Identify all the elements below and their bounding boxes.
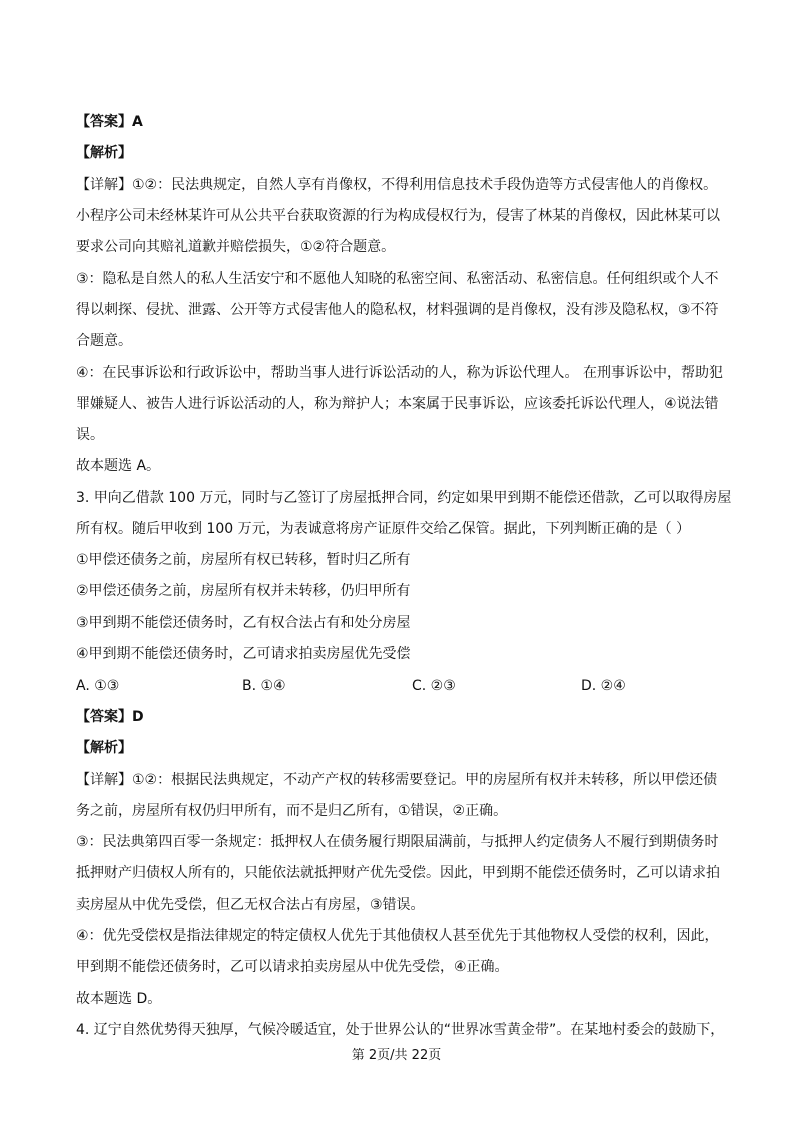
detail-text: ③：隐私是自然人的私人生活安宁和不愿他人知晓的私密空间、私密活动、私密信息。任何组织或个人不: [76, 271, 719, 287]
detail-text: 甲到期不能偿还债务时，乙可以请求拍卖房屋从中优先受偿，④正确。: [76, 959, 509, 975]
page-footer: 第 2页/共 22页: [351, 1048, 442, 1063]
detail-text: 抵押财产归债权人所有的，只能依法就抵押财产优先受偿。因此，甲到期不能偿还债务时，乙可以请求拍: [76, 865, 720, 881]
detail-text: 【详解】①②：民法典规定，自然人享有肖像权，不得利用信息技术手段伪造等方式侵害他人的肖像权。: [76, 177, 718, 193]
conclusion-text: 故本题选 D。: [76, 991, 162, 1007]
question-4-stem: 4. 辽宁自然优势得天独厚，气候冷暖适宜，处于世界公认的“世界冰雪黄金带”。在某地村委会的鼓励下，: [76, 1022, 725, 1038]
detail-text: ④：在民事诉讼和行政诉讼中，帮助当事人进行诉讼活动的人，称为诉讼代理人。 在刑事诉讼中，帮助犯: [76, 365, 723, 381]
detail-text: ③：民法典第四百零一条规定：抵押权人在债务履行期限届满前，与抵押人约定债务人不履行到期债务时: [76, 834, 719, 850]
question-3-stem: 3. 甲向乙借款 100 万元，同时与乙签订了房屋抵押合同，约定如果甲到期不能偿还借款，乙可以取得房屋: [76, 490, 732, 506]
detail-text: 罪嫌疑人、被告人进行诉讼活动的人，称为辩护人；本案属于民事诉讼，应该委托诉讼代理人，④说法错: [76, 396, 719, 412]
analysis-label: 【解析】: [76, 740, 132, 756]
answer-label: 【答案】D: [76, 709, 144, 725]
detail-text: 小程序公司未经林某许可从公共平台获取资源的行为构成侵权行为，侵害了林某的肖像权，因此林某可以: [76, 208, 720, 224]
detail-text: 得以刺探、侵扰、泄露、公开等方式侵害他人的隐私权，材料强调的是肖像权，没有涉及隐私权，③不符: [76, 302, 719, 318]
detail-text: ④：优先受偿权是指法律规定的特定债权人优先于其他债权人甚至优先于其他物权人受偿的权利，因此，: [76, 928, 719, 944]
option-c: C. ②③: [412, 678, 456, 694]
statement-3: ③甲到期不能偿还债务时，乙有权合法占有和处分房屋: [76, 615, 411, 631]
option-d: D. ②④: [581, 678, 626, 694]
question-3-stem: 所有权。随后甲收到 100 万元，为表诚意将房产证原件交给乙保管。据此，下列判断正确的是（ ）: [76, 521, 691, 537]
statement-4: ④甲到期不能偿还债务时，乙可请求拍卖房屋优先受偿: [76, 646, 411, 662]
option-a: A. ①③: [76, 678, 120, 694]
detail-text: 卖房屋从中优先受偿，但乙无权合法占有房屋，③错误。: [76, 897, 425, 913]
statement-2: ②甲偿还债务之前，房屋所有权并未转移，仍归甲所有: [76, 583, 411, 599]
option-b: B. ①④: [242, 678, 286, 694]
detail-text: 要求公司向其赔礼道歉并赔偿损失，①②符合题意。: [76, 239, 396, 255]
conclusion-text: 故本题选 A。: [76, 458, 161, 474]
analysis-label: 【解析】: [76, 145, 132, 161]
answer-label: 【答案】A: [76, 114, 143, 130]
detail-text: 【详解】①②：根据民法典规定，不动产产权的转移需要登记。甲的房屋所有权并未转移，所以甲偿还债: [76, 772, 718, 788]
detail-text: 误。: [76, 427, 104, 443]
statement-1: ①甲偿还债务之前，房屋所有权已转移，暂时归乙所有: [76, 552, 411, 568]
detail-text: 合题意。: [76, 333, 132, 349]
detail-text: 务之前，房屋所有权仍归甲所有，而不是归乙所有，①错误，②正确。: [76, 803, 508, 819]
